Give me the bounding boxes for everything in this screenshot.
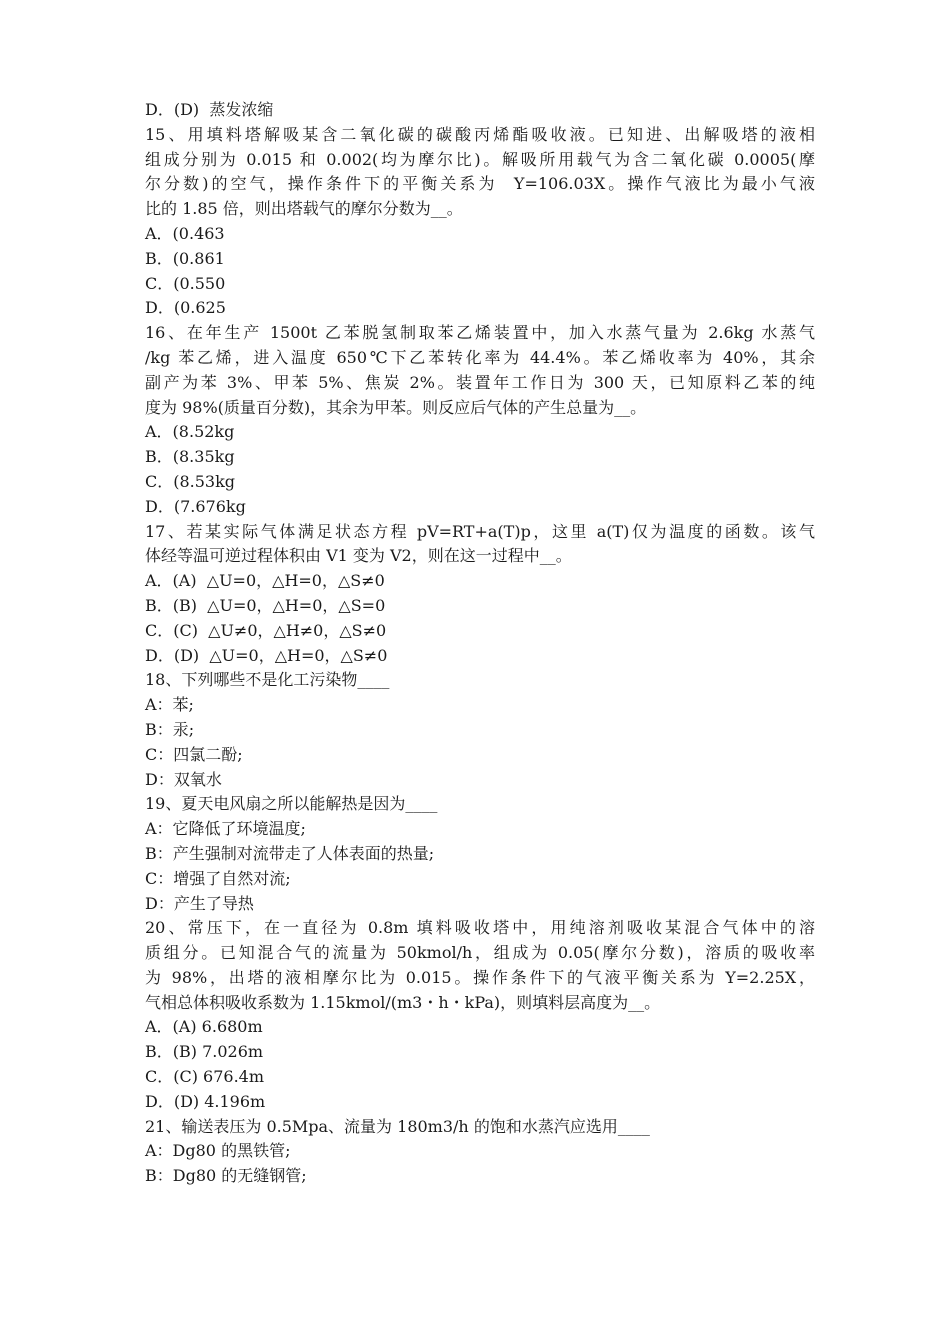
answer-option: A：它降低了环境温度; — [145, 819, 306, 839]
answer-option: C：四氯二酚; — [145, 744, 243, 764]
question-line: 21、输送表压为 0.5Mpa、流量为 180m3/h 的饱和水蒸汽应选用____ — [145, 1116, 650, 1136]
answer-option: D：产生了导热 — [145, 893, 254, 913]
answer-option: C．(C) 676.4m — [145, 1067, 265, 1087]
question-line: 质组分。已知混合气的流量为 50kmol/h，组成为 0.05(摩尔分数)，溶质的吸收率 — [145, 943, 815, 963]
question-line: 为 98%，出塔的液相摩尔比为 0.015。操作条件下的气液平衡关系为 Y=2.25X， — [145, 967, 815, 987]
answer-option: A：苯; — [145, 695, 194, 715]
answer-option: C．(8.53kg — [145, 471, 236, 491]
answer-option: C．(C) △U≠0，△H≠0，△S≠0 — [145, 620, 387, 640]
question-text — [145, 321, 815, 420]
question-line: 16、在年生产 1500t 乙苯脱氢制取苯乙烯装置中，加入水蒸气量为 2.6kg 水蒸气 — [145, 323, 815, 343]
question-text — [145, 792, 815, 817]
question-line: 比的 1.85 倍，则出塔载气的摩尔分数为__。 — [145, 199, 463, 219]
answer-option: C．(0.550 — [145, 273, 226, 293]
question-line: 组成分别为 0.015 和 0.002(均为摩尔比)。解吸所用载气为含二氧化碳 0.0005(摩 — [145, 149, 815, 169]
answer-option: A．(8.52kg — [145, 422, 235, 442]
answer-option: A．(A) △U=0，△H=0，△S≠0 — [145, 571, 385, 591]
question-line: 20、常压下，在一直径为 0.8m 填料吸收塔中，用纯溶剂吸收某混合气体中的溶 — [145, 918, 815, 938]
question-text — [145, 668, 815, 693]
question-line: 尔分数)的空气，操作条件下的平衡关系为 Y=106.03X。操作气液比为最小气液 — [145, 174, 815, 194]
answer-option: B：汞; — [145, 719, 195, 739]
question-text — [145, 123, 815, 222]
question-line: 度为 98%(质量百分数)，其余为甲苯。则反应后气体的产生总量为__。 — [145, 397, 647, 417]
answer-option: D．(D) 4.196m — [145, 1091, 266, 1111]
answer-option: B．(0.861 — [145, 248, 225, 268]
answer-option: D．(7.676kg — [145, 496, 246, 516]
answer-option: A．(A) 6.680m — [145, 1017, 263, 1037]
question-line: 18、下列哪些不是化工污染物____ — [145, 670, 390, 690]
question-line: 体经等温可逆过程体积由 V1 变为 V2，则在这一过程中__。 — [145, 546, 572, 566]
answer-option: D．(D) 蒸发浓缩 — [145, 100, 274, 119]
answer-option: A：Dg80 的黑铁管; — [145, 1141, 291, 1161]
question-text — [145, 1115, 815, 1140]
question-line: 15、用填料塔解吸某含二氧化碳的碳酸丙烯酯吸收液。已知进、出解吸塔的液相 — [145, 124, 815, 144]
answer-option: D．(D) △U=0，△H=0，△S≠0 — [145, 645, 388, 665]
question-text — [145, 520, 815, 570]
question-text — [145, 916, 815, 1015]
question-line: 气相总体积吸收系数为 1.15kmol/(m3・h・kPa)，则填料层高度为__。 — [145, 992, 661, 1012]
answer-option: A．(0.463 — [145, 223, 225, 243]
answer-option: B：Dg80 的无缝钢管; — [145, 1166, 307, 1186]
answer-option: D．(0.625 — [145, 298, 226, 318]
question-line: 副产为苯 3%、甲苯 5%、焦炭 2%。装置年工作日为 300 天，已知原料乙苯的纯 — [145, 372, 815, 392]
answer-option: C：增强了自然对流; — [145, 868, 291, 888]
answer-option: B．(B) △U=0，△H=0，△S=0 — [145, 595, 386, 615]
answer-option: D：双氧水 — [145, 769, 222, 789]
answer-option: B：产生强制对流带走了人体表面的热量; — [145, 843, 435, 863]
question-line: /kg 苯乙烯，进入温度 650℃下乙苯转化率为 44.4%。苯乙烯收率为 40%，其余 — [145, 347, 815, 367]
answer-option: B．(8.35kg — [145, 447, 235, 467]
question-line: 17、若某实际气体满足状态方程 pV=RT+a(T)p，这里 a(T)仅为温度的函数。该气 — [145, 521, 815, 541]
document-page — [145, 98, 815, 1189]
question-line: 19、夏天电风扇之所以能解热是因为____ — [145, 794, 438, 814]
answer-option: B．(B) 7.026m — [145, 1042, 264, 1062]
